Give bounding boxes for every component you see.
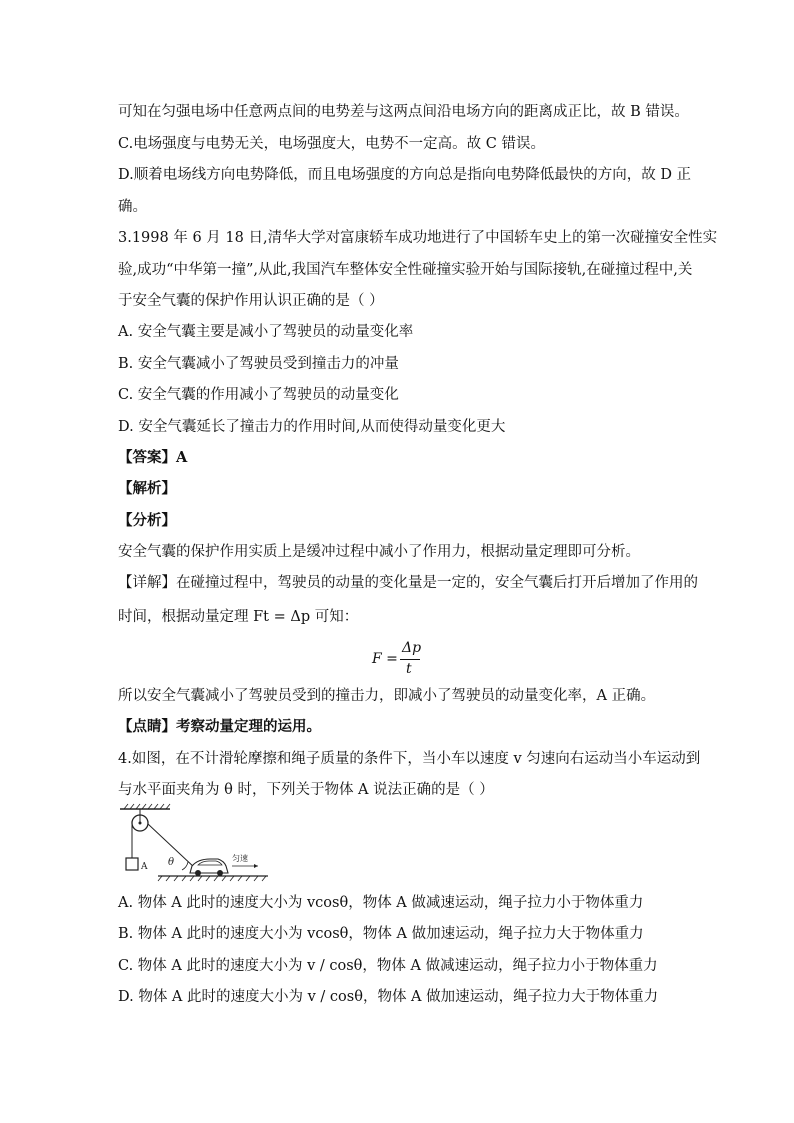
block-a-icon bbox=[126, 858, 138, 870]
option-d: D. 安全气囊延长了撞击力的作用时间,从而使得动量变化更大 bbox=[118, 419, 506, 435]
question-4-stem: 4.如图，在不计滑轮摩擦和绳子质量的条件下，当小车以速度 v 匀速向右运动当小车运动到 bbox=[118, 751, 701, 767]
option-b: B. 安全气囊减小了驾驶员受到撞击力的冲量 bbox=[118, 356, 399, 372]
equation-numerator: Δp bbox=[402, 640, 422, 656]
q4-option-b: B. 物体 A 此时的速度大小为 vcosθ，物体 A 做加速运动，绳子拉力大于物体重力 bbox=[118, 926, 644, 942]
q4-option-d: D. 物体 A 此时的速度大小为 v / cosθ，物体 A 做加速运动，绳子拉力大于物体重力 bbox=[118, 989, 659, 1005]
question-3-stem: 3.1998 年 6 月 18 日,清华大学对富康轿车成功地进行了中国轿车史上的第一次碰撞安全性实 bbox=[118, 230, 718, 246]
angle-theta-label: θ bbox=[168, 857, 175, 868]
text-line: D.顺着电场线方向电势降低，而且电场强度的方向总是指向电势降低最快的方向，故 D 正 bbox=[118, 167, 692, 183]
pulley-car-figure bbox=[118, 803, 288, 883]
block-a-label: A bbox=[141, 862, 148, 872]
analysis-heading: 【解析】 bbox=[118, 480, 176, 497]
question-4-stem: 与水平面夹角为 θ 时，下列关于物体 A 说法正确的是（ ） bbox=[118, 782, 494, 798]
motion-label: 匀速 bbox=[232, 854, 248, 863]
pulley-diagram bbox=[118, 803, 288, 883]
text-line: 确。 bbox=[118, 199, 147, 215]
answer-label: 【答案】A bbox=[118, 449, 188, 466]
option-c: C. 安全气囊的作用减小了驾驶员的动量变化 bbox=[118, 387, 399, 403]
q4-option-c: C. 物体 A 此时的速度大小为 v / cosθ，物体 A 做减速运动，绳子拉力小于物体重力 bbox=[118, 958, 658, 974]
equation-lhs: F = bbox=[372, 651, 398, 667]
question-3-stem: 于安全气囊的保护作用认识正确的是（ ） bbox=[118, 293, 384, 309]
analysis-text: 安全气囊的保护作用实质上是缓冲过程中减小了作用力，根据动量定理即可分析。 bbox=[118, 544, 640, 560]
question-3-stem: 验,成功“中华第一撞”,从此,我国汽车整体安全性碰撞实验开始与国际接轨,在碰撞过程中,关 bbox=[118, 262, 693, 278]
arrow-right-icon bbox=[254, 864, 258, 868]
text-line: 可知在匀强电场中任意两点间的电势差与这两点间沿电场方向的距离成正比，故 B 错误。 bbox=[118, 104, 689, 120]
momentum-equation bbox=[372, 640, 432, 680]
analysis-subheading: 【分析】 bbox=[118, 512, 176, 529]
comment-text: 【点睛】考察动量定理的运用。 bbox=[118, 718, 321, 735]
conclusion-text: 所以安全气囊减小了驾驶员受到的撞击力，即减小了驾驶员的动量变化率，A 正确。 bbox=[118, 688, 656, 704]
fraction-bar bbox=[400, 659, 420, 660]
text-line: C.电场强度与电势无关，电场强度大，电势不一定高。故 C 错误。 bbox=[118, 136, 545, 152]
q4-option-a: A. 物体 A 此时的速度大小为 vcosθ，物体 A 做减速运动，绳子拉力小于物体重力 bbox=[118, 895, 644, 911]
detail-text: 时间，根据动量定理 Ft = Δp 可知： bbox=[118, 609, 359, 625]
car-icon bbox=[190, 859, 228, 876]
option-a: A. 安全气囊主要是减小了驾驶员的动量变化率 bbox=[118, 324, 414, 340]
equation-denominator: t bbox=[406, 661, 412, 677]
detail-text: 【详解】在碰撞过程中，驾驶员的动量的变化量是一定的，安全气囊后打开后增加了作用的 bbox=[118, 575, 698, 591]
